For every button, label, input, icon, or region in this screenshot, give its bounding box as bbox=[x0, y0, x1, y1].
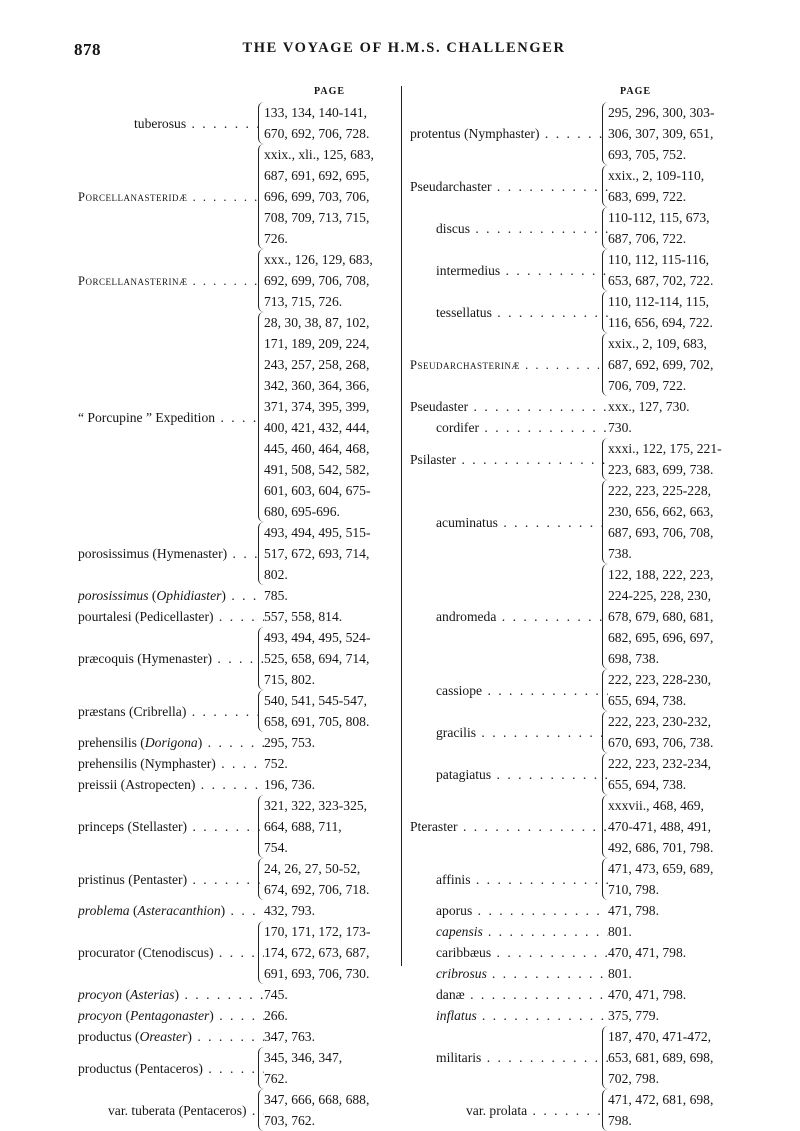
index-entry: princeps (Stellaster) . . . 321, 322, 323-325, 664, 688, 711, 754. bbox=[78, 795, 396, 858]
entry-pages: 222, 223, 228-230, 655, 694, 738. bbox=[602, 669, 740, 711]
entry-pages: 295, 296, 300, 303- 306, 307, 309, 651, 693, 705, 752. bbox=[602, 102, 740, 165]
entry-pages: 493, 494, 495, 524- 525, 658, 694, 714, 715, 802. bbox=[258, 627, 396, 690]
index-entry: productus (Pentaceros) . . . 345, 346, 347, 762. bbox=[78, 1047, 396, 1089]
entry-pages: 187, 470, 471-472, 653, 681, 689, 698, 702, 798. bbox=[602, 1026, 740, 1089]
entry-pages: 557, 558, 814. bbox=[264, 609, 343, 624]
index-entry: problema (Asteracanthion) . . . 432, 793. bbox=[78, 900, 396, 921]
index-entry: productus (Oreaster) . . . 347, 763. bbox=[78, 1026, 396, 1047]
index-entry: cribrosus . . . 801. bbox=[410, 963, 740, 984]
entry-pages: 295, 753. bbox=[264, 735, 315, 750]
entry-pages: 471, 472, 681, 698, 798. bbox=[602, 1089, 740, 1131]
entry-pages: 222, 223, 225-228, 230, 656, 662, 663, 687, 693, 706, 708, 738. bbox=[602, 480, 740, 564]
index-column-right bbox=[410, 82, 740, 1131]
index-entry: pourtalesi (Pedicellaster) . . . 557, 558, 814. bbox=[78, 606, 396, 627]
index-entry: gracilis . . . 222, 223, 230-232, 670, 693, 706, 738. bbox=[410, 711, 740, 753]
entry-pages: 752. bbox=[264, 756, 288, 771]
entry-pages: 540, 541, 545-547, 658, 691, 705, 808. bbox=[258, 690, 396, 732]
running-title: THE VOYAGE OF H.M.S. CHALLENGER bbox=[242, 40, 566, 56]
page-label-row bbox=[78, 82, 396, 102]
entry-pages: 347, 763. bbox=[264, 1029, 315, 1044]
entry-pages: 24, 26, 27, 50-52, 674, 692, 706, 718. bbox=[258, 858, 396, 900]
index-entry: tuberosus . . . 133, 134, 140-141, 670, 692, 706, 728. bbox=[78, 102, 396, 144]
index-entry: var. tuberata (Pentaceros) . . . 347, 666, 668, 688, 703, 762. bbox=[78, 1089, 396, 1131]
page-label-row bbox=[410, 82, 740, 102]
index-entry: intermedius . . . 110, 112, 115-116, 653, 687, 702, 722. bbox=[410, 249, 740, 291]
index-entry: prehensilis (Dorigona) . . . 295, 753. bbox=[78, 732, 396, 753]
entry-pages: 470, 471, 798. bbox=[608, 987, 687, 1002]
index-entry: andromeda . . . 122, 188, 222, 223, 224-225, 228, 230, 678, 679, 680, 681, 682, 695, 696, 697, 698, 738. bbox=[410, 564, 740, 669]
index-entry: Porcellanasterinæ . . . xxx., 126, 129, 683, 692, 699, 706, 708, 713, 715, 726. bbox=[78, 249, 396, 312]
index-entry: Psilaster . . . xxxi., 122, 175, 221- 223, 683, 699, 738. bbox=[410, 438, 740, 480]
entry-pages: 110, 112-114, 115, 116, 656, 694, 722. bbox=[602, 291, 740, 333]
entry-pages: 222, 223, 230-232, 670, 693, 706, 738. bbox=[602, 711, 740, 753]
index-entry: procyon (Pentagonaster) . . . 266. bbox=[78, 1005, 396, 1026]
entry-pages: 375, 779. bbox=[608, 1008, 659, 1023]
entry-pages: xxxvii., 468, 469, 470-471, 488, 491, 492, 686, 701, 798. bbox=[602, 795, 740, 858]
page-header bbox=[74, 40, 734, 64]
entry-pages: 345, 346, 347, 762. bbox=[258, 1047, 396, 1089]
entry-pages: 122, 188, 222, 223, 224-225, 228, 230, 678, 679, 680, 681, 682, 695, 696, 697, 698, 738. bbox=[602, 564, 740, 669]
column-divider bbox=[401, 86, 402, 966]
index-entry: militaris . . . 187, 470, 471-472, 653, 681, 689, 698, 702, 798. bbox=[410, 1026, 740, 1089]
index-entry: affinis . . . 471, 473, 659, 689, 710, 798. bbox=[410, 858, 740, 900]
entry-pages: xxix., 2, 109, 683, 687, 692, 699, 702, 706, 709, 722. bbox=[602, 333, 740, 396]
index-entry: porosissimus (Hymenaster) . . . 493, 494, 495, 515- 517, 672, 693, 714, 802. bbox=[78, 522, 396, 585]
index-column-left bbox=[78, 82, 396, 1131]
index-entry: procyon (Asterias) . . . 745. bbox=[78, 984, 396, 1005]
entry-pages: 470, 471, 798. bbox=[608, 945, 687, 960]
entry-pages: 170, 171, 172, 173- 174, 672, 673, 687, 691, 693, 706, 730. bbox=[258, 921, 396, 984]
index-entry: porosissimus (Ophidiaster) . . . 785. bbox=[78, 585, 396, 606]
index-entry: acuminatus . . . 222, 223, 225-228, 230, 656, 662, 663, 687, 693, 706, 708, 738. bbox=[410, 480, 740, 564]
entry-pages: 110-112, 115, 673, 687, 706, 722. bbox=[602, 207, 740, 249]
index-entry: var. prolata . . . 471, 472, 681, 698, 798. bbox=[410, 1089, 740, 1131]
entry-pages: 471, 473, 659, 689, 710, 798. bbox=[602, 858, 740, 900]
index-entry: procurator (Ctenodiscus) . . . 170, 171, 172, 173- 174, 672, 673, 687, 691, 693, 706, 730. bbox=[78, 921, 396, 984]
entry-pages: 801. bbox=[608, 966, 632, 981]
entry-pages: 493, 494, 495, 515- 517, 672, 693, 714, 802. bbox=[258, 522, 396, 585]
index-entry: cassiope . . . 222, 223, 228-230, 655, 694, 738. bbox=[410, 669, 740, 711]
index-entry: “ Porcupine ” Expedition . . . 28, 30, 38, 87, 102, 171, 189, 209, 224, 243, 257, 258, 268, 342, 360, 364, 366, 371, 374, 395, 399, 400, 421, 432, 444, 445, 460, 464, 468, 491, 508, 542, 582, 601, 603, 604, 675- 680, 695-696. bbox=[78, 312, 396, 522]
index-entry: danæ . . . 470, 471, 798. bbox=[410, 984, 740, 1005]
entry-pages: 801. bbox=[608, 924, 632, 939]
index-entry: inflatus . . . 375, 779. bbox=[410, 1005, 740, 1026]
entry-pages: 745. bbox=[264, 987, 288, 1002]
entry-pages: 266. bbox=[264, 1008, 288, 1023]
entry-pages: 28, 30, 38, 87, 102, 171, 189, 209, 224, 243, 257, 258, 268, 342, 360, 364, 366, 371, 374, 395, 399, 400, 421, 432, 444, 445, 460, 464, 468, 491, 508, 542, 582, 601, 603, 604, 675- 680, 695-696. bbox=[258, 312, 396, 522]
index-entry: caribbæus . . . 470, 471, 798. bbox=[410, 942, 740, 963]
index-entry: aporus . . . 471, 798. bbox=[410, 900, 740, 921]
entry-pages: 471, 798. bbox=[608, 903, 659, 918]
index-entry: tessellatus . . . 110, 112-114, 115, 116, 656, 694, 722. bbox=[410, 291, 740, 333]
entry-pages: xxx., 127, 730. bbox=[608, 399, 690, 414]
entry-pages: 730. bbox=[608, 420, 632, 435]
entry-pages: 432, 793. bbox=[264, 903, 315, 918]
page-column-label: PAGE bbox=[314, 86, 346, 97]
page-number: 878 bbox=[74, 40, 101, 59]
page-column-label: PAGE bbox=[620, 86, 652, 97]
index-entry: præcoquis (Hymenaster) . . . 493, 494, 495, 524- 525, 658, 694, 714, 715, 802. bbox=[78, 627, 396, 690]
entry-pages: 110, 112, 115-116, 653, 687, 702, 722. bbox=[602, 249, 740, 291]
entry-pages: xxix., xli., 125, 683, 687, 691, 692, 695, 696, 699, 703, 706, 708, 709, 713, 715, 726. bbox=[258, 144, 396, 249]
entry-pages: 347, 666, 668, 688, 703, 762. bbox=[258, 1089, 396, 1131]
index-entry: preissii (Astropecten) . . . 196, 736. bbox=[78, 774, 396, 795]
entry-pages: xxxi., 122, 175, 221- 223, 683, 699, 738. bbox=[602, 438, 740, 480]
entry-pages: 133, 134, 140-141, 670, 692, 706, 728. bbox=[258, 102, 396, 144]
index-entry: discus . . . 110-112, 115, 673, 687, 706, 722. bbox=[410, 207, 740, 249]
index-entry: prehensilis (Nymphaster) . . . 752. bbox=[78, 753, 396, 774]
index-entry: Pseudarchaster . . . xxix., 2, 109-110, 683, 699, 722. bbox=[410, 165, 740, 207]
index-entry: præstans (Cribrella) . . . 540, 541, 545-547, 658, 691, 705, 808. bbox=[78, 690, 396, 732]
index-entry: Porcellanasteridæ . . . xxix., xli., 125, 683, 687, 691, 692, 695, 696, 699, 703, 706, 708, 709, 713, 715, 726. bbox=[78, 144, 396, 249]
index-entry: Pseudarchasterinæ . . . xxix., 2, 109, 683, 687, 692, 699, 702, 706, 709, 722. bbox=[410, 333, 740, 396]
index-entry: Pseudaster . . . xxx., 127, 730. bbox=[410, 396, 740, 417]
index-entry: protentus (Nymphaster) . . . 295, 296, 300, 303- 306, 307, 309, 651, 693, 705, 752. bbox=[410, 102, 740, 165]
entry-pages: 196, 736. bbox=[264, 777, 315, 792]
entry-pages: 785. bbox=[264, 588, 288, 603]
index-entry: Pteraster . . . xxxvii., 468, 469, 470-471, 488, 491, 492, 686, 701, 798. bbox=[410, 795, 740, 858]
entry-pages: xxix., 2, 109-110, 683, 699, 722. bbox=[602, 165, 740, 207]
index-entry: cordifer . . . 730. bbox=[410, 417, 740, 438]
index-entry: pristinus (Pentaster) . . . 24, 26, 27, 50-52, 674, 692, 706, 718. bbox=[78, 858, 396, 900]
index-entry: patagiatus . . . 222, 223, 232-234, 655, 694, 738. bbox=[410, 753, 740, 795]
entry-pages: xxx., 126, 129, 683, 692, 699, 706, 708, 713, 715, 726. bbox=[258, 249, 396, 312]
entry-pages: 321, 322, 323-325, 664, 688, 711, 754. bbox=[258, 795, 396, 858]
index-entry: capensis . . . 801. bbox=[410, 921, 740, 942]
entry-pages: 222, 223, 232-234, 655, 694, 738. bbox=[602, 753, 740, 795]
